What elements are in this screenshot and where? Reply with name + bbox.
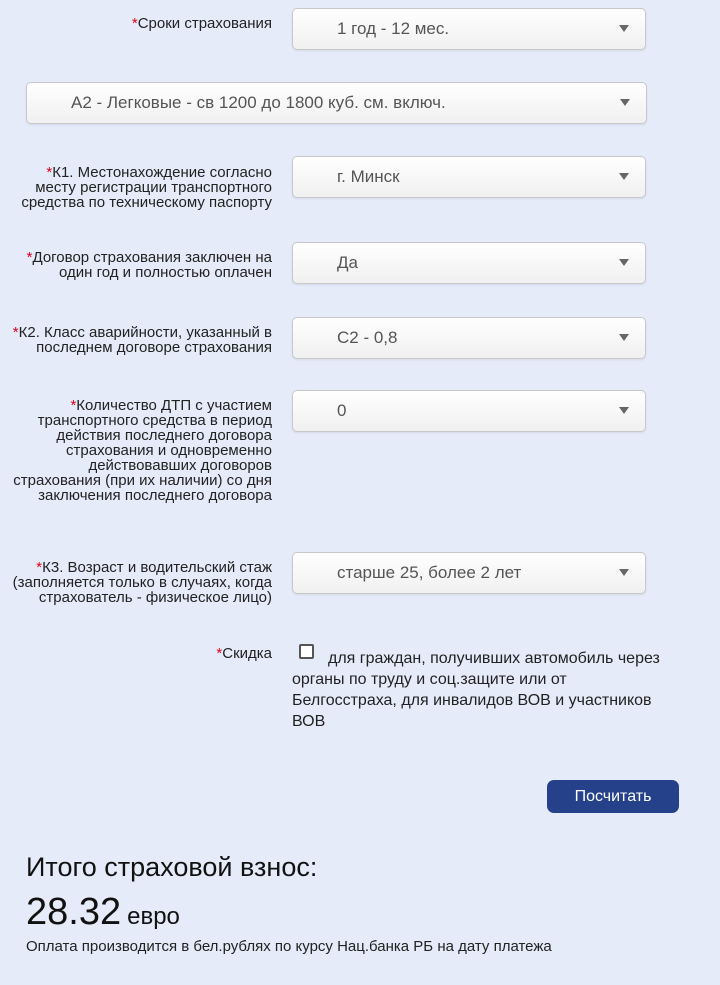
contract-paid-select[interactable] [292, 242, 646, 284]
insurance-term-select[interactable] [292, 8, 646, 50]
contract-paid-label: *Договор страхования заключен на один год и полностью оплачен [26, 249, 272, 281]
required-mark: * [216, 645, 223, 662]
chevron-down-icon [619, 25, 629, 32]
chevron-down-icon [619, 259, 629, 266]
chevron-down-icon [619, 334, 629, 341]
location-label: *К1. Местонахождение согласно месту регистрации транспортного средства по техническому паспорту [21, 164, 272, 211]
total-premium-title: Итого страховой взнос: [26, 852, 318, 882]
payment-note: Оплата производится в бел.рублях по курсу Нац.банка РБ на дату платежа [26, 938, 552, 955]
discount-label: *Скидка [216, 645, 272, 662]
required-mark: * [131, 15, 138, 32]
discount-description: для граждан, получивших автомобиль через органы по труду и соц.защите или от Белгосстраха, для инвалидов ВОВ и участников ВОВ [292, 650, 660, 730]
accident-count-select[interactable] [292, 390, 646, 432]
age-experience-value: старше 25, более 2 лет [337, 563, 522, 582]
accident-count-value: 0 [337, 401, 347, 420]
accident-count-label: *Количество ДТП с участием транспортного средства в период действия последнего договора страхования и одновременно действовавших договоров страхования (при их наличии) со дня заключения последнего договора [13, 397, 272, 504]
required-mark: * [26, 249, 33, 266]
required-mark: * [70, 397, 77, 414]
chevron-down-icon [619, 569, 629, 576]
required-mark: * [46, 164, 53, 181]
age-experience-select[interactable] [292, 552, 646, 594]
chevron-down-icon [619, 173, 629, 180]
accident-class-select[interactable] [292, 317, 646, 359]
chevron-down-icon [620, 99, 630, 106]
required-mark: * [12, 324, 19, 341]
insurance-term-value: 1 год - 12 мес. [337, 19, 450, 38]
required-mark: * [36, 559, 43, 576]
location-select[interactable] [292, 156, 646, 198]
age-experience-label: *К3. Возраст и водительский стаж (заполняется только в случаях, когда страхователь - физическое лицо) [12, 559, 272, 606]
contract-paid-value: Да [337, 253, 358, 272]
accident-class-value: С2 - 0,8 [337, 328, 398, 347]
accident-class-label: *К2. Класс аварийности, указанный в последнем договоре страхования [12, 324, 272, 356]
total-amount-currency: евро [127, 903, 180, 930]
vehicle-category-select[interactable] [26, 82, 647, 124]
insurance-term-label: *Сроки страхования [131, 15, 272, 32]
chevron-down-icon [619, 407, 629, 414]
calculate-button[interactable]: Посчитать [547, 780, 679, 813]
total-premium-amount [26, 891, 180, 934]
vehicle-category-value: А2 - Легковые - св 1200 до 1800 куб. см. включ. [71, 93, 446, 112]
total-amount-value: 28.32 [26, 891, 122, 933]
location-value: г. Минск [337, 167, 400, 186]
